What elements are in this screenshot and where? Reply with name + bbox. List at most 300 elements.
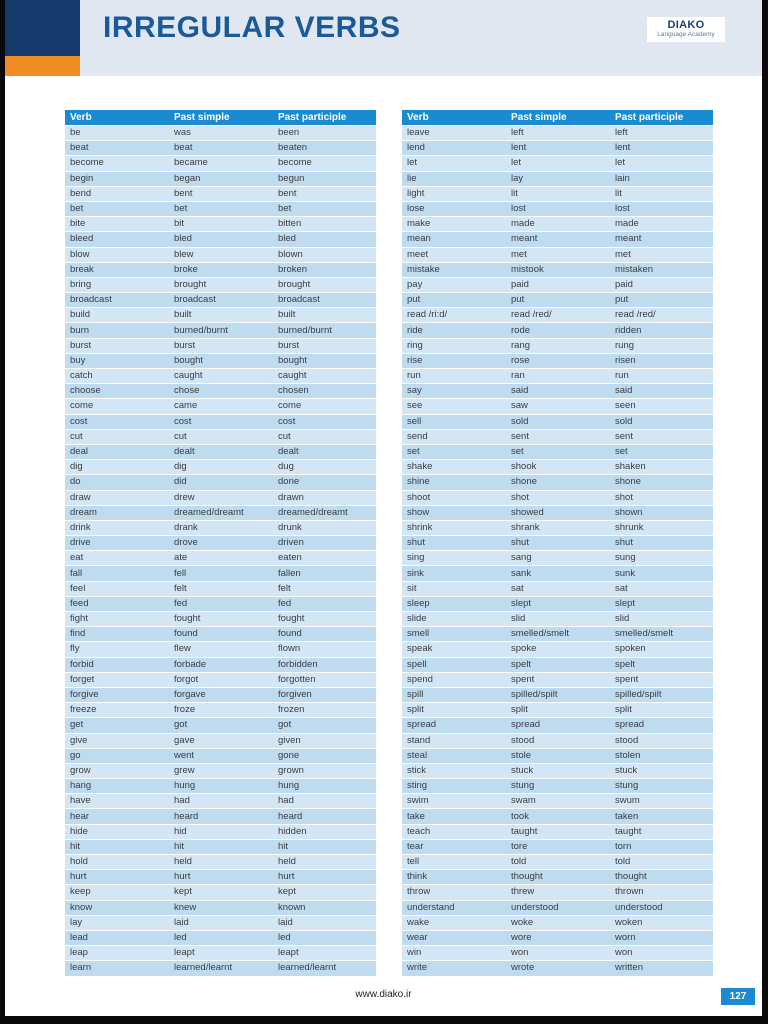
verb-cell: sell bbox=[402, 414, 506, 429]
past-participle-cell: laid bbox=[273, 915, 376, 930]
past-simple-cell: rode bbox=[506, 323, 610, 338]
table-row bbox=[402, 293, 713, 308]
past-simple-cell: bought bbox=[169, 353, 273, 368]
past-simple-cell: bent bbox=[169, 186, 273, 201]
past-participle-cell: spelt bbox=[610, 657, 713, 672]
verb-cell: break bbox=[65, 262, 169, 277]
past-participle-cell: met bbox=[610, 247, 713, 262]
past-participle-cell: leapt bbox=[273, 946, 376, 961]
past-participle-cell: set bbox=[610, 444, 713, 459]
table-row bbox=[402, 460, 713, 475]
past-participle-cell: led bbox=[273, 930, 376, 945]
table-row bbox=[65, 612, 376, 627]
past-participle-cell: hidden bbox=[273, 824, 376, 839]
past-participle-cell: chosen bbox=[273, 384, 376, 399]
verb-cell: teach bbox=[402, 824, 506, 839]
table-row bbox=[402, 642, 713, 657]
verb-cell: shake bbox=[402, 460, 506, 475]
verb-cell: ride bbox=[402, 323, 506, 338]
verb-cell: run bbox=[402, 369, 506, 384]
past-simple-cell: won bbox=[506, 946, 610, 961]
past-participle-cell: stood bbox=[610, 733, 713, 748]
past-simple-cell: mistook bbox=[506, 262, 610, 277]
table-row bbox=[402, 247, 713, 262]
past-simple-cell: set bbox=[506, 444, 610, 459]
past-simple-cell: spent bbox=[506, 672, 610, 687]
table-row bbox=[402, 870, 713, 885]
verb-cell: mean bbox=[402, 232, 506, 247]
past-simple-cell: cost bbox=[169, 414, 273, 429]
past-simple-cell: slept bbox=[506, 596, 610, 611]
column-header-past-simple: Past simple bbox=[506, 110, 610, 126]
verb-cell: sting bbox=[402, 779, 506, 794]
table-row bbox=[402, 444, 713, 459]
past-simple-cell: fought bbox=[169, 612, 273, 627]
table-row bbox=[402, 353, 713, 368]
past-simple-cell: drank bbox=[169, 520, 273, 535]
verb-cell: give bbox=[65, 733, 169, 748]
verb-cell: think bbox=[402, 870, 506, 885]
past-simple-cell: wrote bbox=[506, 961, 610, 976]
table-row bbox=[402, 201, 713, 216]
past-simple-cell: wore bbox=[506, 930, 610, 945]
past-simple-cell: built bbox=[169, 308, 273, 323]
table-row bbox=[65, 596, 376, 611]
past-participle-cell: burned/burnt bbox=[273, 323, 376, 338]
verb-cell: put bbox=[402, 293, 506, 308]
verb-cell: steal bbox=[402, 748, 506, 763]
table-row bbox=[65, 657, 376, 672]
table-row bbox=[65, 885, 376, 900]
table-row bbox=[65, 627, 376, 642]
verb-cell: read /ri:d/ bbox=[402, 308, 506, 323]
table-row bbox=[402, 946, 713, 961]
verb-cell: send bbox=[402, 429, 506, 444]
column-header-past-participle: Past participle bbox=[273, 110, 376, 126]
past-simple-cell: left bbox=[506, 126, 610, 141]
past-participle-cell: driven bbox=[273, 536, 376, 551]
verb-cell: leap bbox=[65, 946, 169, 961]
past-simple-cell: began bbox=[169, 171, 273, 186]
past-simple-cell: got bbox=[169, 718, 273, 733]
verb-cell: spend bbox=[402, 672, 506, 687]
verb-cell: stick bbox=[402, 763, 506, 778]
past-participle-cell: stung bbox=[610, 779, 713, 794]
verb-cell: hear bbox=[65, 809, 169, 824]
verb-cell: speak bbox=[402, 642, 506, 657]
past-simple-cell: tore bbox=[506, 839, 610, 854]
past-participle-cell: sunk bbox=[610, 566, 713, 581]
past-simple-cell: rose bbox=[506, 353, 610, 368]
past-simple-cell: cut bbox=[169, 429, 273, 444]
diako-logo bbox=[647, 17, 725, 42]
verb-cell: build bbox=[65, 308, 169, 323]
verb-cell: make bbox=[402, 217, 506, 232]
past-participle-cell: won bbox=[610, 946, 713, 961]
past-simple-cell: hit bbox=[169, 839, 273, 854]
verb-cell: cost bbox=[65, 414, 169, 429]
past-participle-cell: dreamed/dreamt bbox=[273, 505, 376, 520]
past-participle-cell: made bbox=[610, 217, 713, 232]
verb-cell: sink bbox=[402, 566, 506, 581]
table-row bbox=[402, 596, 713, 611]
verb-cell: draw bbox=[65, 490, 169, 505]
past-simple-cell: told bbox=[506, 855, 610, 870]
past-participle-cell: shut bbox=[610, 536, 713, 551]
table-row bbox=[65, 353, 376, 368]
past-simple-cell: beat bbox=[169, 141, 273, 156]
past-simple-cell: meant bbox=[506, 232, 610, 247]
past-participle-cell: thought bbox=[610, 870, 713, 885]
past-participle-cell: meant bbox=[610, 232, 713, 247]
past-simple-cell: broadcast bbox=[169, 293, 273, 308]
table-row bbox=[65, 414, 376, 429]
past-simple-cell: burned/burnt bbox=[169, 323, 273, 338]
verb-cell: broadcast bbox=[65, 293, 169, 308]
past-simple-cell: bit bbox=[169, 217, 273, 232]
verb-cell: feed bbox=[65, 596, 169, 611]
corner-accent-blue bbox=[5, 0, 80, 56]
past-participle-cell: spent bbox=[610, 672, 713, 687]
past-participle-cell: gone bbox=[273, 748, 376, 763]
table-row bbox=[402, 657, 713, 672]
past-participle-cell: eaten bbox=[273, 551, 376, 566]
table-row bbox=[65, 323, 376, 338]
verb-cell: split bbox=[402, 703, 506, 718]
table-row bbox=[402, 824, 713, 839]
past-simple-cell: forbade bbox=[169, 657, 273, 672]
verb-cell: hide bbox=[65, 824, 169, 839]
past-participle-cell: slid bbox=[610, 612, 713, 627]
corner-accent-orange bbox=[5, 56, 80, 76]
column-header-verb: Verb bbox=[402, 110, 506, 126]
table-row bbox=[402, 566, 713, 581]
verb-cell: know bbox=[65, 900, 169, 915]
verb-cell: eat bbox=[65, 551, 169, 566]
past-simple-cell: saw bbox=[506, 399, 610, 414]
past-participle-cell: sat bbox=[610, 581, 713, 596]
past-participle-cell: become bbox=[273, 156, 376, 171]
verb-cell: go bbox=[65, 748, 169, 763]
past-simple-cell: stung bbox=[506, 779, 610, 794]
past-participle-cell: sung bbox=[610, 551, 713, 566]
table-row bbox=[65, 794, 376, 809]
past-participle-cell: let bbox=[610, 156, 713, 171]
table-row bbox=[65, 232, 376, 247]
past-participle-cell: stolen bbox=[610, 748, 713, 763]
column-header-past-simple: Past simple bbox=[169, 110, 273, 126]
table-row bbox=[65, 551, 376, 566]
past-participle-cell: blown bbox=[273, 247, 376, 262]
table-row bbox=[65, 475, 376, 490]
table-row bbox=[402, 551, 713, 566]
verb-cell: sleep bbox=[402, 596, 506, 611]
past-participle-cell: brought bbox=[273, 277, 376, 292]
verb-cell: sing bbox=[402, 551, 506, 566]
table-row bbox=[65, 900, 376, 915]
verb-cell: mistake bbox=[402, 262, 506, 277]
table-row bbox=[402, 217, 713, 232]
past-simple-cell: felt bbox=[169, 581, 273, 596]
verb-cell: do bbox=[65, 475, 169, 490]
table-header-row bbox=[402, 110, 713, 126]
past-simple-cell: lay bbox=[506, 171, 610, 186]
past-simple-cell: bet bbox=[169, 201, 273, 216]
verb-cell: leave bbox=[402, 126, 506, 141]
past-participle-cell: kept bbox=[273, 885, 376, 900]
past-participle-cell: been bbox=[273, 126, 376, 141]
past-participle-cell: cost bbox=[273, 414, 376, 429]
past-participle-cell: fed bbox=[273, 596, 376, 611]
footer-url: www.diako.ir bbox=[355, 989, 412, 1000]
past-simple-cell: paid bbox=[506, 277, 610, 292]
verb-cell: meet bbox=[402, 247, 506, 262]
past-participle-cell: spread bbox=[610, 718, 713, 733]
past-simple-cell: thought bbox=[506, 870, 610, 885]
past-simple-cell: swam bbox=[506, 794, 610, 809]
table-row bbox=[65, 839, 376, 854]
past-participle-cell: shot bbox=[610, 490, 713, 505]
past-simple-cell: flew bbox=[169, 642, 273, 657]
table-header-row bbox=[65, 110, 376, 126]
past-simple-cell: hid bbox=[169, 824, 273, 839]
verb-cell: feel bbox=[65, 581, 169, 596]
past-simple-cell: sat bbox=[506, 581, 610, 596]
past-simple-cell: caught bbox=[169, 369, 273, 384]
verb-cell: begin bbox=[65, 171, 169, 186]
verb-cell: rise bbox=[402, 353, 506, 368]
table-row bbox=[402, 490, 713, 505]
past-simple-cell: forgave bbox=[169, 687, 273, 702]
past-participle-cell: done bbox=[273, 475, 376, 490]
past-participle-cell: shone bbox=[610, 475, 713, 490]
past-participle-cell: split bbox=[610, 703, 713, 718]
past-participle-cell: cut bbox=[273, 429, 376, 444]
past-participle-cell: run bbox=[610, 369, 713, 384]
past-participle-cell: known bbox=[273, 900, 376, 915]
past-simple-cell: ate bbox=[169, 551, 273, 566]
past-participle-cell: heard bbox=[273, 809, 376, 824]
past-participle-cell: lost bbox=[610, 201, 713, 216]
table-row bbox=[402, 627, 713, 642]
table-row bbox=[402, 687, 713, 702]
table-row bbox=[65, 293, 376, 308]
past-participle-cell: sent bbox=[610, 429, 713, 444]
table-row bbox=[402, 520, 713, 535]
past-participle-cell: frozen bbox=[273, 703, 376, 718]
past-participle-cell: swum bbox=[610, 794, 713, 809]
past-simple-cell: stood bbox=[506, 733, 610, 748]
verb-cell: tell bbox=[402, 855, 506, 870]
verb-cell: be bbox=[65, 126, 169, 141]
table-row bbox=[402, 475, 713, 490]
verb-cell: freeze bbox=[65, 703, 169, 718]
past-simple-cell: sank bbox=[506, 566, 610, 581]
past-participle-cell: bled bbox=[273, 232, 376, 247]
past-participle-cell: grown bbox=[273, 763, 376, 778]
past-participle-cell: hung bbox=[273, 779, 376, 794]
table-row bbox=[65, 201, 376, 216]
past-participle-cell: spilled/spilt bbox=[610, 687, 713, 702]
past-simple-cell: woke bbox=[506, 915, 610, 930]
verb-cell: find bbox=[65, 627, 169, 642]
past-simple-cell: lost bbox=[506, 201, 610, 216]
verb-cell: lie bbox=[402, 171, 506, 186]
past-simple-cell: blew bbox=[169, 247, 273, 262]
table-row bbox=[65, 748, 376, 763]
verb-table-right bbox=[402, 110, 713, 976]
past-simple-cell: spilled/spilt bbox=[506, 687, 610, 702]
verb-cell: grow bbox=[65, 763, 169, 778]
past-participle-cell: dug bbox=[273, 460, 376, 475]
table-row bbox=[65, 703, 376, 718]
verb-cell: wake bbox=[402, 915, 506, 930]
table-row bbox=[65, 809, 376, 824]
past-simple-cell: drew bbox=[169, 490, 273, 505]
past-simple-cell: slid bbox=[506, 612, 610, 627]
past-simple-cell: sang bbox=[506, 551, 610, 566]
logo-tagline: Language Academy bbox=[657, 31, 715, 38]
table-row bbox=[402, 900, 713, 915]
table-row bbox=[65, 429, 376, 444]
past-participle-cell: understood bbox=[610, 900, 713, 915]
verb-cell: learn bbox=[65, 961, 169, 976]
table-row bbox=[402, 414, 713, 429]
verb-cell: hit bbox=[65, 839, 169, 854]
verb-cell: cut bbox=[65, 429, 169, 444]
past-participle-cell: lit bbox=[610, 186, 713, 201]
past-simple-cell: lit bbox=[506, 186, 610, 201]
past-participle-cell: fought bbox=[273, 612, 376, 627]
past-simple-cell: dig bbox=[169, 460, 273, 475]
table-row bbox=[402, 915, 713, 930]
verb-cell: burst bbox=[65, 338, 169, 353]
table-row bbox=[65, 141, 376, 156]
past-participle-cell: bought bbox=[273, 353, 376, 368]
verb-cell: fall bbox=[65, 566, 169, 581]
past-participle-cell: slept bbox=[610, 596, 713, 611]
past-participle-cell: put bbox=[610, 293, 713, 308]
past-participle-cell: felt bbox=[273, 581, 376, 596]
past-participle-cell: drawn bbox=[273, 490, 376, 505]
past-participle-cell: sold bbox=[610, 414, 713, 429]
table-row bbox=[402, 505, 713, 520]
past-simple-cell: came bbox=[169, 399, 273, 414]
past-participle-cell: stuck bbox=[610, 763, 713, 778]
table-row bbox=[65, 171, 376, 186]
past-participle-cell: bet bbox=[273, 201, 376, 216]
past-participle-cell: forbidden bbox=[273, 657, 376, 672]
past-simple-cell: became bbox=[169, 156, 273, 171]
table-row bbox=[65, 733, 376, 748]
past-simple-cell: spread bbox=[506, 718, 610, 733]
past-participle-cell: bitten bbox=[273, 217, 376, 232]
table-row bbox=[402, 323, 713, 338]
past-simple-cell: spelt bbox=[506, 657, 610, 672]
table-row bbox=[65, 536, 376, 551]
table-row bbox=[402, 384, 713, 399]
table-row bbox=[402, 733, 713, 748]
past-participle-cell: torn bbox=[610, 839, 713, 854]
verb-cell: bleed bbox=[65, 232, 169, 247]
past-participle-cell: read /red/ bbox=[610, 308, 713, 323]
table-row bbox=[65, 581, 376, 596]
past-participle-cell: begun bbox=[273, 171, 376, 186]
past-simple-cell: stuck bbox=[506, 763, 610, 778]
table-row bbox=[65, 687, 376, 702]
table-row bbox=[65, 369, 376, 384]
past-simple-cell: shrank bbox=[506, 520, 610, 535]
verb-cell: light bbox=[402, 186, 506, 201]
past-simple-cell: shook bbox=[506, 460, 610, 475]
verb-cell: understand bbox=[402, 900, 506, 915]
past-simple-cell: held bbox=[169, 855, 273, 870]
past-participle-cell: woken bbox=[610, 915, 713, 930]
past-participle-cell: seen bbox=[610, 399, 713, 414]
past-simple-cell: fell bbox=[169, 566, 273, 581]
past-participle-cell: ridden bbox=[610, 323, 713, 338]
verb-cell: slide bbox=[402, 612, 506, 627]
past-participle-cell: forgotten bbox=[273, 672, 376, 687]
table-row bbox=[65, 277, 376, 292]
table-row bbox=[402, 232, 713, 247]
past-simple-cell: fed bbox=[169, 596, 273, 611]
table-row bbox=[65, 156, 376, 171]
past-simple-cell: met bbox=[506, 247, 610, 262]
past-simple-cell: led bbox=[169, 930, 273, 945]
past-participle-cell: risen bbox=[610, 353, 713, 368]
past-participle-cell: caught bbox=[273, 369, 376, 384]
table-row bbox=[65, 961, 376, 976]
verb-cell: say bbox=[402, 384, 506, 399]
past-simple-cell: heard bbox=[169, 809, 273, 824]
verb-cell: choose bbox=[65, 384, 169, 399]
verb-cell: fight bbox=[65, 612, 169, 627]
verb-cell: show bbox=[402, 505, 506, 520]
past-participle-cell: beaten bbox=[273, 141, 376, 156]
verb-cell: win bbox=[402, 946, 506, 961]
verb-cell: bring bbox=[65, 277, 169, 292]
table-row bbox=[402, 536, 713, 551]
verb-cell: lead bbox=[65, 930, 169, 945]
past-participle-cell: broken bbox=[273, 262, 376, 277]
table-row bbox=[65, 308, 376, 323]
verb-cell: shut bbox=[402, 536, 506, 551]
past-simple-cell: found bbox=[169, 627, 273, 642]
past-simple-cell: was bbox=[169, 126, 273, 141]
table-row bbox=[65, 399, 376, 414]
verb-cell: forget bbox=[65, 672, 169, 687]
table-row bbox=[65, 338, 376, 353]
past-simple-cell: brought bbox=[169, 277, 273, 292]
table-row bbox=[65, 217, 376, 232]
past-simple-cell: threw bbox=[506, 885, 610, 900]
table-row bbox=[65, 915, 376, 930]
past-participle-cell: worn bbox=[610, 930, 713, 945]
past-simple-cell: spoke bbox=[506, 642, 610, 657]
past-participle-cell: lent bbox=[610, 141, 713, 156]
past-participle-cell: given bbox=[273, 733, 376, 748]
past-simple-cell: drove bbox=[169, 536, 273, 551]
past-participle-cell: burst bbox=[273, 338, 376, 353]
past-simple-cell: showed bbox=[506, 505, 610, 520]
table-row bbox=[402, 429, 713, 444]
verb-cell: get bbox=[65, 718, 169, 733]
past-simple-cell: burst bbox=[169, 338, 273, 353]
past-simple-cell: shot bbox=[506, 490, 610, 505]
past-participle-cell: shaken bbox=[610, 460, 713, 475]
verb-cell: wear bbox=[402, 930, 506, 945]
